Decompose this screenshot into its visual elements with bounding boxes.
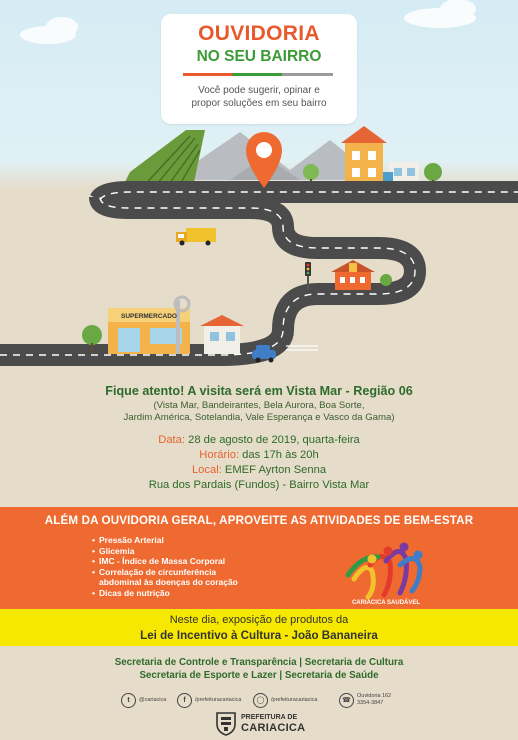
list-item: • Dicas de nutrição [92, 588, 238, 599]
visit-details [0, 433, 518, 493]
secretariats-line2: Secretaria de Esporte e Lazer | Secretaria de Saúde [139, 670, 379, 681]
page-title: OUVIDORIA [198, 22, 320, 45]
place-value: EMEF Ayrton Senna [221, 464, 327, 476]
school-building [331, 260, 375, 290]
activities-band [0, 507, 518, 609]
visit-info [0, 384, 518, 493]
visit-headline: Fique atento! A visita será em Vista Mar - Região 06 [105, 384, 413, 398]
twitter-handle: @cariacica [139, 697, 167, 703]
neighborhoods-line2: Jardim América, Sotelandia, Vale Esperança e Vasco da Gama) [123, 412, 395, 423]
time-row [0, 448, 518, 463]
twitter-icon: t [121, 693, 136, 708]
phone-info [357, 693, 391, 707]
facebook-handle: /prefeituracariacica [195, 697, 242, 703]
city-hall-logo [215, 710, 305, 736]
truck-icon [176, 228, 216, 246]
exposition-band [0, 609, 518, 646]
activities-title: ALÉM DA OUVIDORIA GERAL, APROVEITE AS ATIVIDADES DE BEM-ESTAR [44, 514, 474, 527]
phone-label: Ouvidoria 162 [357, 693, 392, 699]
time-value: das 17h às 20h [239, 449, 319, 461]
date-row [0, 433, 518, 448]
exposition-line1: Neste dia, exposição de produtos da [169, 614, 349, 626]
place-row [0, 463, 518, 478]
facebook-link[interactable] [177, 692, 241, 708]
supermarket [108, 297, 190, 354]
title-card [161, 14, 357, 124]
address: Rua dos Pardais (Fundos) - Bairro Vista Mar [148, 479, 370, 491]
city-hall-line2: CARIACICA [241, 721, 306, 734]
tagline-line1: Você pode sugerir, opinar e [198, 85, 320, 96]
page-subtitle: NO SEU BAIRRO [196, 48, 322, 65]
city-crest-icon [215, 710, 237, 736]
title-divider [183, 73, 333, 76]
instagram-icon: ◯ [253, 693, 268, 708]
list-item-line1: • Correlação de circunferência [99, 566, 217, 577]
city-hall-line1: PREFEITURA DE [241, 713, 298, 721]
footer [0, 646, 518, 740]
date-label: Data: [158, 434, 185, 446]
instagram-link[interactable] [253, 692, 317, 708]
list-item-line2: abdominal às doenças do coração [99, 577, 238, 587]
supermarket-sign: SUPERMERCADO [121, 313, 177, 320]
facebook-icon: f [177, 693, 192, 708]
cloud-left [20, 17, 78, 44]
small-house [200, 315, 244, 354]
list-item: • Pressão Arterial [92, 535, 238, 546]
neighborhoods-line1: (Vista Mar, Bandeirantes, Bela Aurora, Boa Sorte, [153, 400, 365, 411]
list-item: • Glicemia [92, 546, 238, 557]
date-value: 28 de agosto de 2019, quarta-feira [184, 434, 360, 446]
twitter-link[interactable] [121, 692, 166, 708]
logo-label: CARIACICA SAUDÁVEL [351, 600, 421, 606]
activities-list [92, 535, 238, 598]
phone-number: 3354-3847 [357, 700, 384, 706]
cloud-right [404, 0, 476, 28]
secretariats-line1: Secretaria de Controle e Transparência | Secretaria de Cultura [114, 657, 404, 668]
cariacica-saudavel-logo [342, 535, 430, 607]
exposition-line2: Lei de Incentivo à Cultura - João Bananeira [140, 629, 378, 642]
instagram-handle: /prefeituracariacica [271, 697, 318, 703]
tagline-line2: propor soluções em seu bairro [191, 98, 327, 109]
phone-icon: ☎ [339, 693, 354, 708]
phone-link[interactable] [339, 692, 391, 708]
list-item [92, 567, 238, 588]
list-item: • IMC - Índice de Massa Corporal [92, 556, 238, 567]
place-label: Local: [191, 464, 222, 476]
time-label: Horário: [199, 449, 240, 461]
